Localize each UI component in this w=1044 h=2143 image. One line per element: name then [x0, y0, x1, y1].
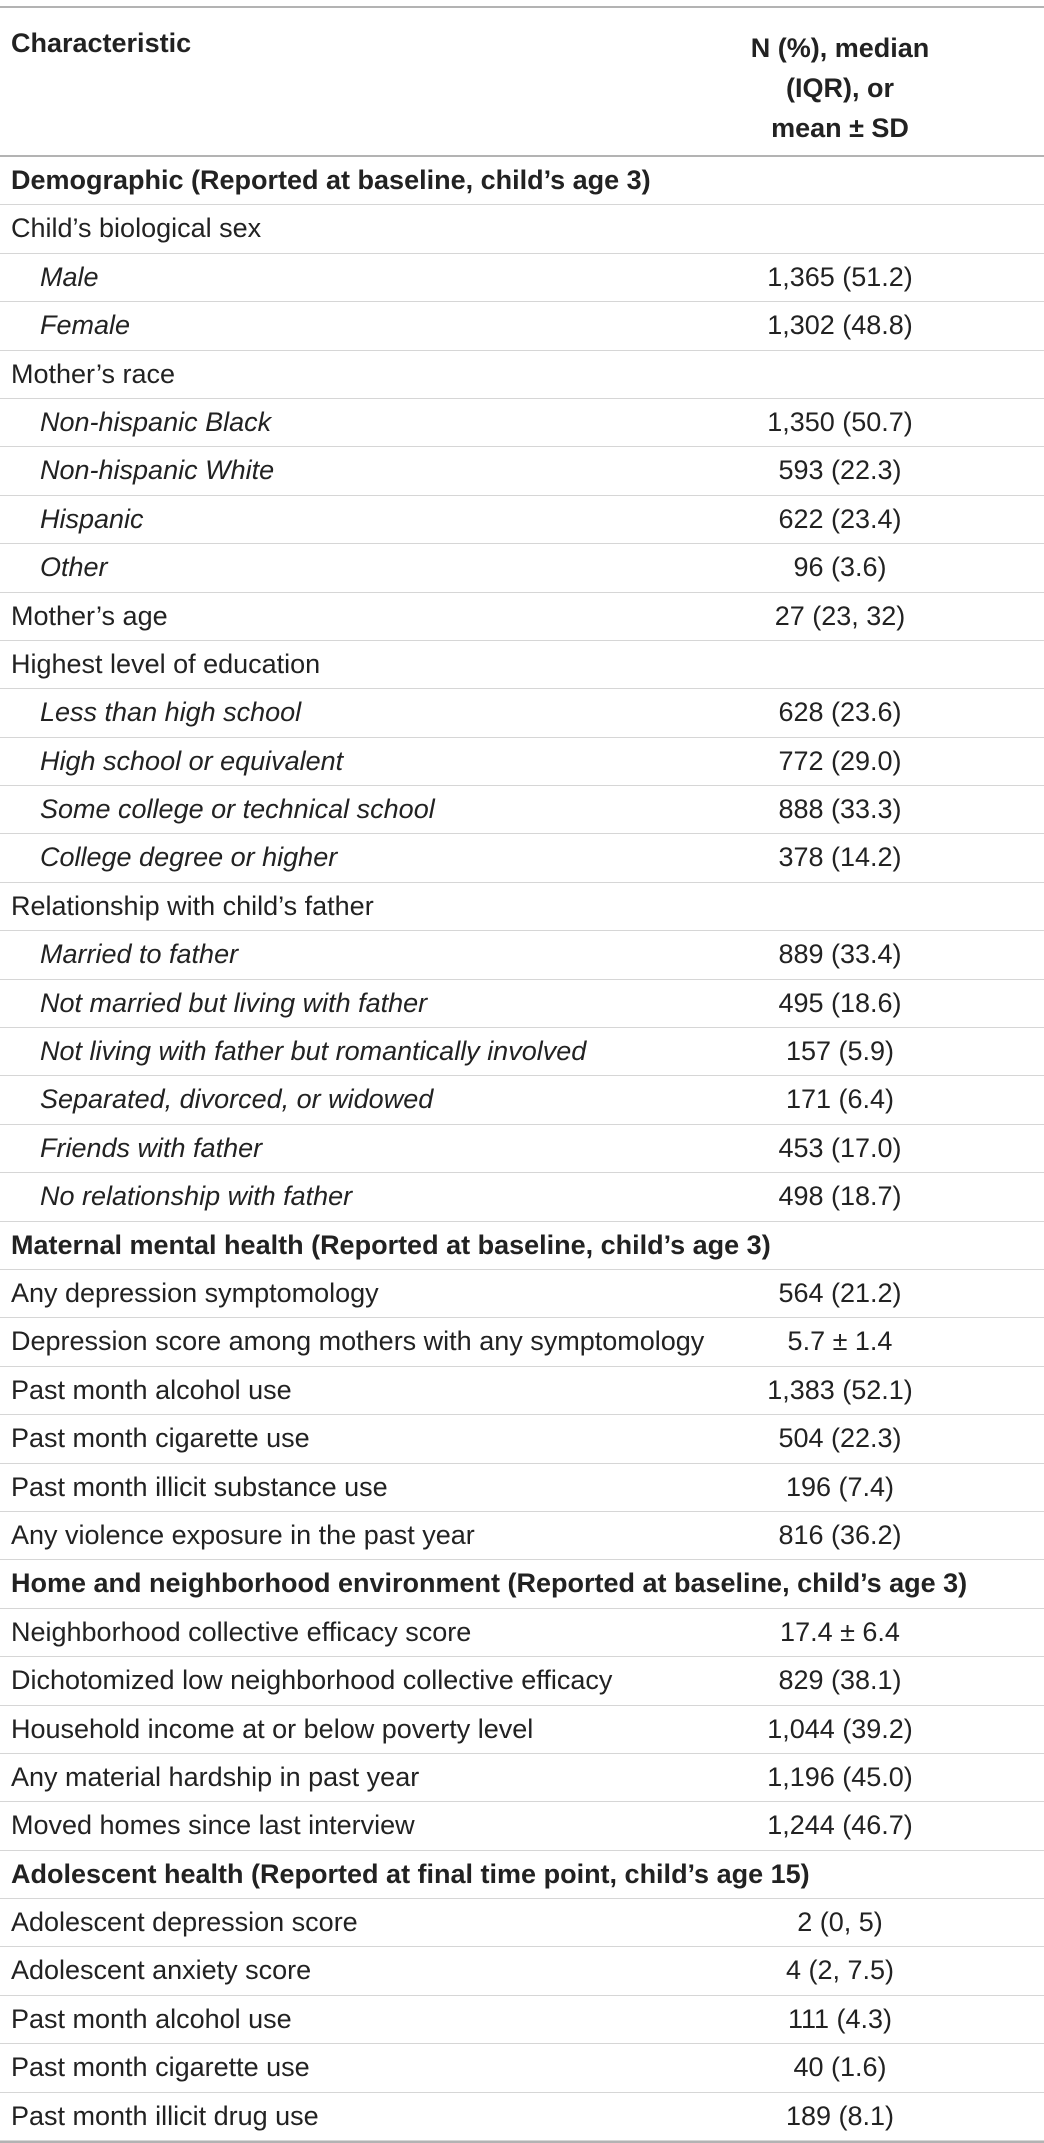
row-value: 498 (18.7) [778, 1181, 902, 1212]
row-label: Separated, divorced, or widowed [40, 1084, 434, 1115]
row-label: College degree or higher [40, 842, 338, 873]
table-body [0, 157, 1044, 2141]
row-label: Past month alcohol use [11, 2003, 292, 2034]
table-row [0, 1125, 1044, 1173]
row-label: Not married but living with father [40, 987, 428, 1018]
row-value: 1,044 (39.2) [767, 1713, 913, 1744]
row-label: No relationship with father [40, 1181, 353, 1212]
row-value: 40 (1.6) [793, 2052, 887, 2083]
row-value: 628 (23.6) [778, 697, 902, 728]
row-label: Some college or technical school [40, 794, 435, 825]
table-row [0, 980, 1044, 1028]
table-header [0, 8, 1044, 157]
header-value-line2: (IQR), or [786, 73, 894, 103]
row-label: Depression score among mothers with any symptomology [11, 1326, 705, 1357]
section-header-row [0, 1560, 1044, 1608]
row-value: 2 (0, 5) [797, 1907, 883, 1938]
row-value: 1,383 (52.1) [767, 1374, 913, 1405]
table-row [0, 1754, 1044, 1802]
row-label: Dichotomized low neighborhood collective efficacy [11, 1665, 613, 1696]
row-value: 189 (8.1) [785, 2100, 895, 2131]
table-row [0, 496, 1044, 544]
row-value: 453 (17.0) [778, 1132, 902, 1163]
row-value: 4 (2, 7.5) [785, 1955, 895, 1986]
table-row [0, 544, 1044, 592]
table-row [0, 1270, 1044, 1318]
row-value: 888 (33.3) [778, 794, 902, 825]
section-title: Maternal mental health (Reported at baseline, child’s age 3) [11, 1229, 771, 1260]
row-label: Male [40, 261, 99, 292]
row-value: 622 (23.4) [778, 503, 902, 534]
table-row [0, 834, 1044, 882]
row-label: Moved homes since last interview [11, 1810, 415, 1841]
row-value: 816 (36.2) [778, 1519, 902, 1550]
table-row [0, 1899, 1044, 1947]
row-label: Married to father [40, 939, 239, 970]
header-value-line1: N (%), median [750, 33, 930, 63]
row-label: Other [40, 552, 108, 583]
section-title: Home and neighborhood environment (Reported at baseline, child’s age 3) [11, 1568, 968, 1599]
row-label: Female [40, 310, 131, 341]
row-label: Past month cigarette use [11, 2052, 310, 2083]
table-row [0, 2044, 1044, 2092]
row-value: 1,350 (50.7) [767, 406, 913, 437]
row-label: Hispanic [40, 503, 144, 534]
row-value: 111 (4.3) [787, 2003, 893, 2034]
table-row [0, 205, 1044, 253]
row-label: Household income at or below poverty level [11, 1713, 534, 1744]
row-label: Relationship with child’s father [11, 890, 374, 921]
row-label: Non-hispanic White [40, 455, 275, 486]
row-label: Non-hispanic Black [40, 406, 272, 437]
section-title: Adolescent health (Reported at final time point, child’s age 15) [11, 1858, 810, 1889]
row-label: Any depression symptomology [11, 1277, 379, 1308]
table-row [0, 2093, 1044, 2141]
row-label: Past month illicit substance use [11, 1471, 388, 1502]
row-value: 829 (38.1) [778, 1665, 902, 1696]
header-value-line3: mean ± SD [771, 113, 909, 143]
row-value: 889 (33.4) [778, 939, 902, 970]
row-value: 593 (22.3) [778, 455, 902, 486]
row-value: 378 (14.2) [778, 842, 902, 873]
row-value: 772 (29.0) [778, 745, 902, 776]
table-row [0, 1947, 1044, 1995]
row-label: Less than high school [40, 697, 302, 728]
table-row [0, 254, 1044, 302]
table-row [0, 1367, 1044, 1415]
table-row [0, 1028, 1044, 1076]
table-row [0, 931, 1044, 979]
row-value: 1,302 (48.8) [767, 310, 913, 341]
table-row [0, 1076, 1044, 1124]
table-row [0, 1802, 1044, 1850]
row-label: Mother’s age [11, 600, 168, 631]
section-header-row [0, 157, 1044, 205]
row-label: Past month illicit drug use [11, 2100, 319, 2131]
row-value: 27 (23, 32) [774, 600, 906, 631]
row-label: Past month alcohol use [11, 1374, 292, 1405]
row-label: Mother’s race [11, 358, 176, 389]
table-row [0, 399, 1044, 447]
row-label: Child’s biological sex [11, 213, 262, 244]
table-row [0, 1706, 1044, 1754]
row-value: 5.7 ± 1.4 [787, 1326, 893, 1357]
row-label: Neighborhood collective efficacy score [11, 1616, 472, 1647]
table-row [0, 1464, 1044, 1512]
row-label: Past month cigarette use [11, 1423, 310, 1454]
table-row [0, 786, 1044, 834]
table-row [0, 593, 1044, 641]
table-row [0, 447, 1044, 495]
row-value: 1,244 (46.7) [767, 1810, 913, 1841]
row-label: High school or equivalent [40, 745, 344, 776]
row-value: 96 (3.6) [793, 552, 887, 583]
table-row [0, 1318, 1044, 1366]
section-header-row [0, 1851, 1044, 1899]
table-row [0, 351, 1044, 399]
table-row [0, 883, 1044, 931]
characteristics-table [0, 6, 1044, 2143]
row-label: Not living with father but romantically involved [40, 1036, 587, 1067]
header-characteristic: Characteristic [11, 28, 192, 58]
row-value: 196 (7.4) [785, 1471, 895, 1502]
table-row [0, 1415, 1044, 1463]
row-value: 171 (6.4) [785, 1084, 895, 1115]
table-row [0, 1657, 1044, 1705]
row-value: 1,196 (45.0) [767, 1761, 913, 1792]
section-header-row [0, 1222, 1044, 1270]
table-row [0, 738, 1044, 786]
row-value: 495 (18.6) [778, 987, 902, 1018]
table-row [0, 1996, 1044, 2044]
table-row [0, 641, 1044, 689]
row-value: 1,365 (51.2) [767, 261, 913, 292]
table-row [0, 689, 1044, 737]
row-label: Any material hardship in past year [11, 1761, 420, 1792]
table-row [0, 1173, 1044, 1221]
row-label: Any violence exposure in the past year [11, 1519, 475, 1550]
row-label: Adolescent anxiety score [11, 1955, 312, 1986]
row-value: 17.4 ± 6.4 [780, 1616, 900, 1647]
row-label: Friends with father [40, 1132, 263, 1163]
header-value [712, 28, 968, 148]
row-value: 157 (5.9) [785, 1036, 895, 1067]
row-label: Adolescent depression score [11, 1907, 358, 1938]
table-row [0, 1609, 1044, 1657]
row-label: Highest level of education [11, 648, 321, 679]
table-row [0, 302, 1044, 350]
table-row [0, 1512, 1044, 1560]
row-value: 504 (22.3) [778, 1423, 902, 1454]
row-value: 564 (21.2) [778, 1277, 902, 1308]
section-title: Demographic (Reported at baseline, child’s age 3) [11, 165, 651, 195]
